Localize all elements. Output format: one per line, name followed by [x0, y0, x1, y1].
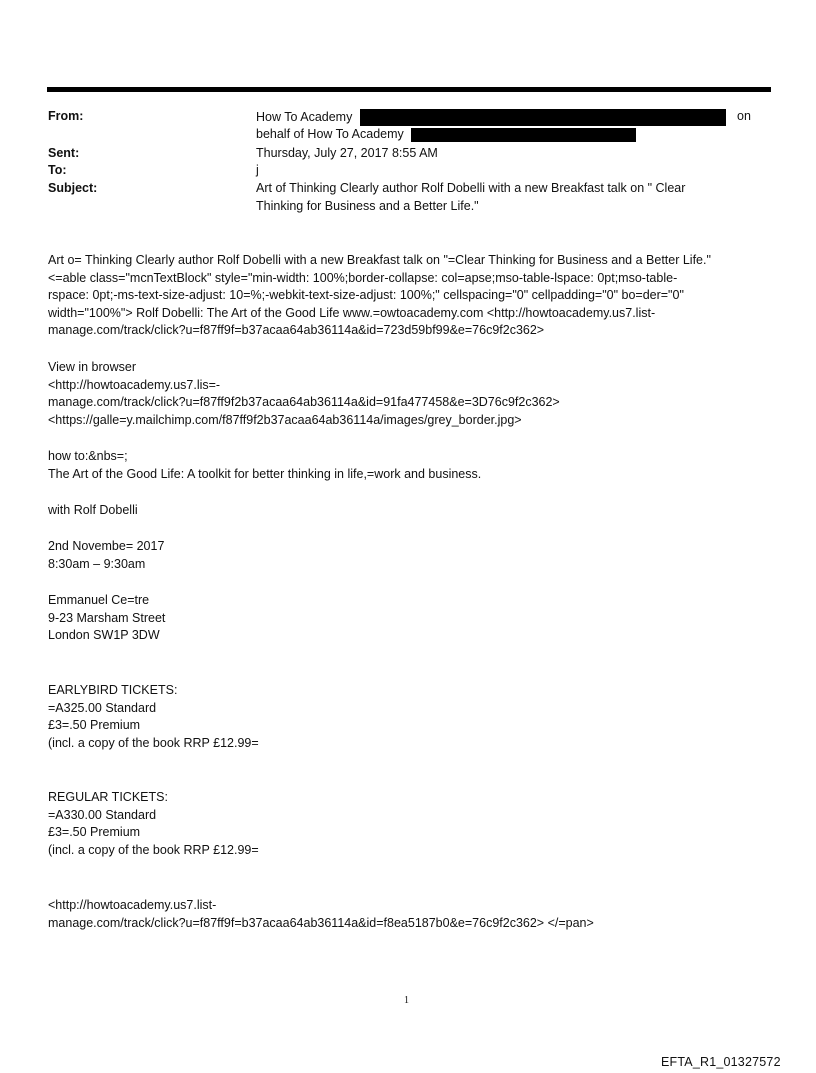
earlybird-tickets	[48, 682, 778, 752]
body-line: manage.com/track/click?u=f87ff9f2b37acaa64ab36114a&id=91fa477458&e=3D76c9f2c362>	[48, 395, 560, 409]
body-intro	[48, 252, 778, 340]
regular-tickets	[48, 789, 778, 859]
time-line: 8:30am – 9:30am	[48, 556, 146, 571]
from-value	[256, 109, 756, 126]
body-line: manage.com/track/click?u=f87ff9f=b37acaa64ab36114a&id=f8ea5187b0&e=76c9f2c362> </=pan>	[48, 915, 594, 930]
ticket-line: (incl. a copy of the book RRP £12.99=	[48, 842, 259, 857]
body-line: how to:&nbs=;	[48, 449, 128, 463]
address-line: London SW1P 3DW	[48, 628, 160, 642]
from-on: on	[737, 109, 751, 123]
body-line: Art o= Thinking Clearly author Rolf Dobelli with a new Breakfast talk on "=Clear Thinking for Business and a Better Life."	[48, 253, 711, 267]
ticket-heading: REGULAR TICKETS:	[48, 790, 168, 804]
view-in-browser-link[interactable]: View in browser	[48, 360, 137, 374]
body-line: width="100%"> Rolf Dobelli: The Art of the Good Life www.=owtoacademy.com <http://howtoacademy.us7.list-	[48, 305, 656, 320]
from-behalf-text: behalf of How To Academy	[256, 127, 404, 141]
from-sender: How To Academy	[256, 109, 353, 124]
sent-label: Sent:	[48, 146, 80, 160]
event-date	[48, 538, 778, 573]
subject-line-2: Thinking for Business and a Better Life."	[256, 199, 479, 213]
browser-block	[48, 359, 778, 429]
to-label: To:	[48, 163, 67, 177]
speaker: with Rolf Dobelli	[48, 503, 138, 517]
address-line: 9-23 Marsham Street	[48, 610, 166, 625]
address-line: Emmanuel Ce=tre	[48, 593, 150, 607]
tracking-link[interactable]	[48, 897, 778, 932]
ticket-heading: EARLYBIRD TICKETS:	[48, 683, 178, 697]
body-line: manage.com/track/click?u=f87ff9f=b37acaa64ab36114a&id=723d59bf99&e=76c9f2c362>	[48, 323, 545, 337]
ticket-line: £3=.50 Premium	[48, 718, 141, 732]
body-line: <=able class="mcnTextBlock" style="min-width: 100%;border-collapse: col=apse;mso-table-lspace: 0pt;mso-table-	[48, 270, 678, 285]
howto-block	[48, 448, 778, 483]
header-rule	[47, 87, 771, 92]
redaction-box	[360, 109, 726, 126]
venue-address	[48, 592, 778, 645]
ticket-line: £3=.50 Premium	[48, 825, 141, 839]
date-line: 2nd Novembe= 2017	[48, 539, 165, 553]
body-line: <http://howtoacademy.us7.lis=-	[48, 377, 221, 392]
ticket-line: =A325.00 Standard	[48, 700, 157, 715]
ticket-line: (incl. a copy of the book RRP £12.99=	[48, 735, 259, 750]
from-behalf	[256, 127, 756, 142]
from-label: From:	[48, 109, 84, 123]
subject-line-1: Art of Thinking Clearly author Rolf Dobelli with a new Breakfast talk on " Clear	[256, 181, 686, 195]
sent-value: Thursday, July 27, 2017 8:55 AM	[256, 146, 438, 160]
redaction-box	[411, 128, 636, 142]
ticket-line: =A330.00 Standard	[48, 807, 157, 822]
body-line: <https://galle=y.mailchimp.com/f87ff9f2b37acaa64ab36114a/images/grey_border.jpg>	[48, 412, 522, 427]
event-title: The Art of the Good Life: A toolkit for better thinking in life,=work and business.	[48, 466, 482, 481]
subject-label: Subject:	[48, 181, 98, 195]
body-line: rspace: 0pt;-ms-text-size-adjust: 10=%;-webkit-text-size-adjust: 100%;" cellspacing="0" cellpadding="0" bo=der="0"	[48, 288, 684, 302]
to-value: j	[256, 163, 259, 177]
document-id: EFTA_R1_01327572	[661, 1055, 781, 1069]
body-line: <http://howtoacademy.us7.list-	[48, 898, 217, 912]
page-number: 1	[404, 995, 409, 1006]
